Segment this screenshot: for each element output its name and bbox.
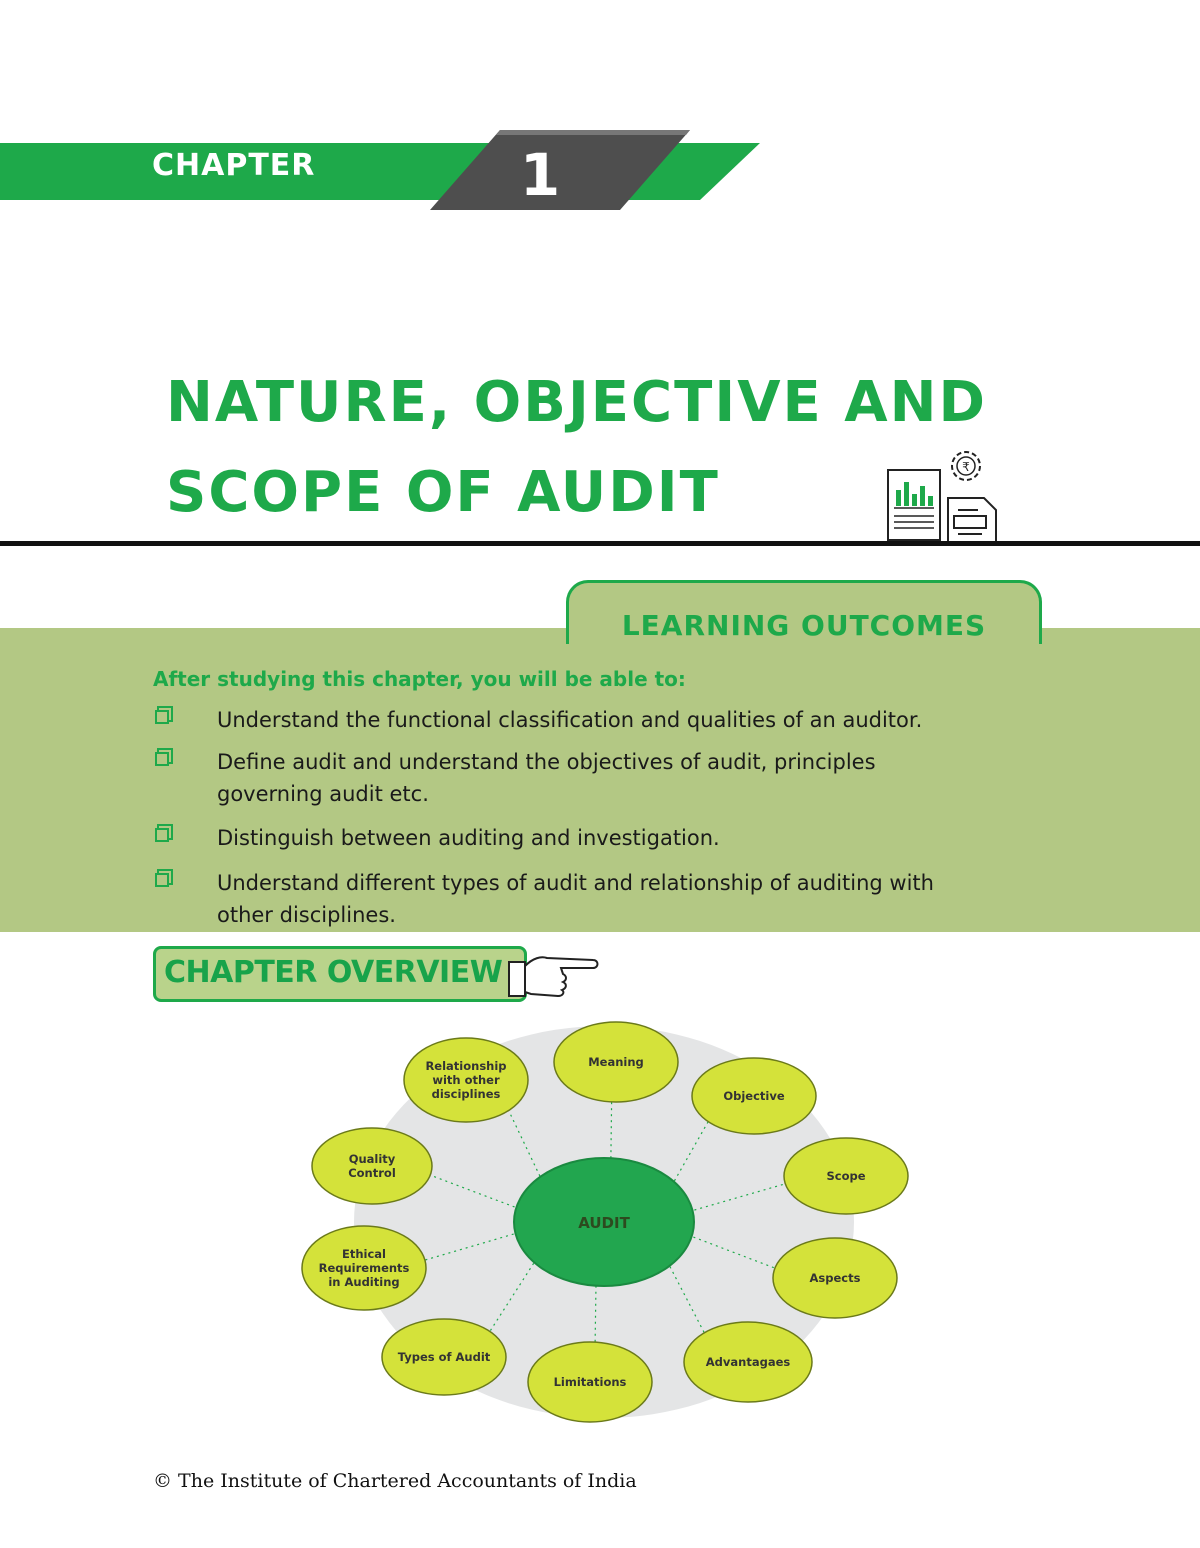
chapter-title-line-1: NATURE, OBJECTIVE AND bbox=[166, 370, 987, 435]
diagram-node bbox=[404, 1038, 528, 1122]
node-label: Scope bbox=[826, 1169, 866, 1183]
list-item-text: Define audit and understand the objectives of audit, principles governing audit etc. bbox=[217, 750, 876, 806]
diagram-node bbox=[692, 1058, 816, 1134]
diagram-node bbox=[684, 1322, 812, 1402]
node-label: Objective bbox=[723, 1089, 785, 1103]
diagram-node bbox=[773, 1238, 897, 1318]
list-item-text: Understand the functional classification and qualities of an auditor. bbox=[217, 708, 923, 732]
checkbox-bullet-icon bbox=[155, 873, 169, 887]
svg-text:₹: ₹ bbox=[962, 460, 970, 474]
learning-outcomes-intro: After studying this chapter, you will be able to: bbox=[153, 667, 686, 691]
node-label: Meaning bbox=[588, 1055, 644, 1069]
node-label: Ethical bbox=[341, 1247, 387, 1261]
node-label: Limitations bbox=[553, 1375, 627, 1389]
diagram-node bbox=[382, 1319, 506, 1395]
node-label: Types of Audit bbox=[397, 1350, 491, 1364]
chapter-number: 1 bbox=[519, 141, 561, 209]
node-label: Requirements bbox=[318, 1261, 410, 1275]
node-label: Relationship bbox=[425, 1059, 507, 1073]
learning-outcomes-heading: LEARNING OUTCOMES bbox=[621, 609, 987, 642]
audit-overview-diagram bbox=[290, 1010, 910, 1440]
checkbox-bullet-icon bbox=[155, 752, 169, 766]
diagram-node bbox=[312, 1128, 432, 1204]
chapter-label: CHAPTER bbox=[152, 148, 316, 183]
diagram-node bbox=[528, 1342, 652, 1422]
node-label: Control bbox=[348, 1166, 396, 1180]
node-label: disciplines bbox=[431, 1087, 501, 1101]
node-label: Quality bbox=[348, 1152, 396, 1166]
node-label: Advantagaes bbox=[705, 1355, 791, 1369]
title-divider bbox=[0, 541, 1200, 546]
chapter-overview-label: CHAPTER OVERVIEW bbox=[164, 955, 503, 990]
chapter-banner bbox=[0, 130, 780, 220]
pointing-hand-icon bbox=[505, 948, 600, 1002]
audit-report-icon bbox=[884, 446, 1004, 548]
center-node-label: AUDIT bbox=[578, 1214, 630, 1232]
checkbox-bullet-icon bbox=[155, 828, 169, 842]
diagram-node bbox=[554, 1022, 678, 1102]
checkbox-bullet-icon bbox=[155, 710, 169, 724]
footer-copyright: © The Institute of Chartered Accountants of India bbox=[153, 1470, 637, 1492]
node-label: Aspects bbox=[809, 1271, 861, 1285]
node-label: in Auditing bbox=[328, 1275, 400, 1289]
chapter-title-line-2: SCOPE OF AUDIT bbox=[166, 460, 720, 525]
list-item-text: Distinguish between auditing and investigation. bbox=[217, 826, 720, 850]
diagram-node bbox=[302, 1226, 426, 1310]
node-label: with other bbox=[432, 1073, 500, 1087]
list-item-text: Understand different types of audit and relationship of auditing with other disciplines. bbox=[217, 871, 934, 927]
diagram-node bbox=[784, 1138, 908, 1214]
